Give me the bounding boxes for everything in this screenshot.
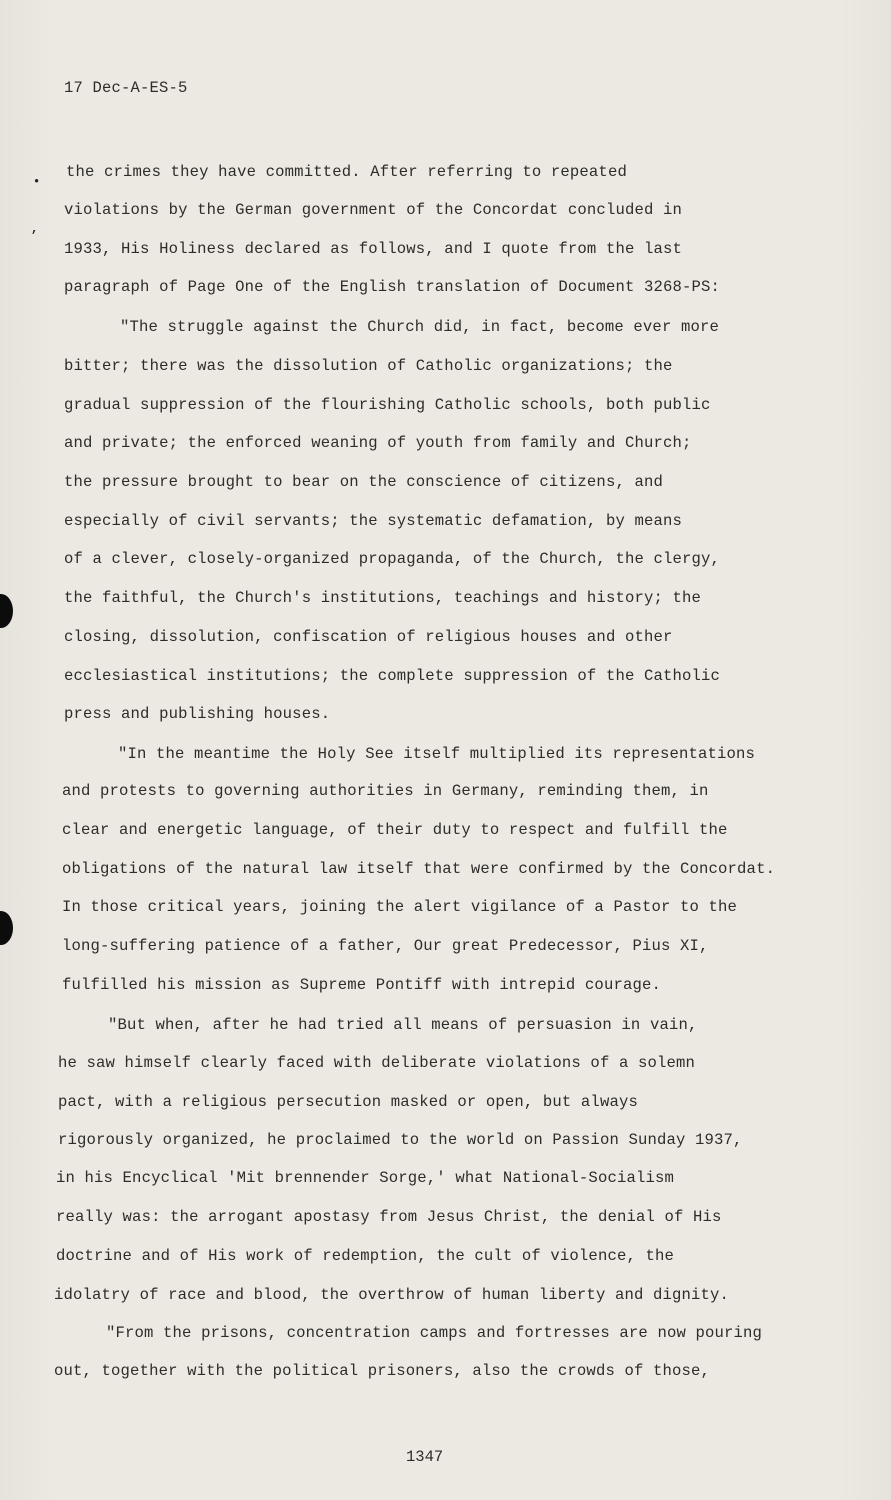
text-line: "From the prisons, concentration camps and fortresses are now pouring <box>106 1324 763 1342</box>
text-line: gradual suppression of the flourishing Catholic schools, both public <box>64 396 711 414</box>
punch-hole <box>0 911 13 945</box>
text-line: 1933, His Holiness declared as follows, and I quote from the last <box>64 240 683 258</box>
text-line: "The struggle against the Church did, in fact, become ever more <box>120 318 719 336</box>
text-line: doctrine and of His work of redemption, the cult of violence, the <box>56 1247 675 1265</box>
text-line: violations by the German government of the Concordat concluded in <box>64 201 683 219</box>
text-line: In those critical years, joining the alert vigilance of a Pastor to the <box>62 898 738 916</box>
text-line: the pressure brought to bear on the conscience of citizens, and <box>64 473 663 491</box>
text-line: "In the meantime the Holy See itself multiplied its representations <box>118 745 756 763</box>
margin-mark: • <box>33 175 41 189</box>
text-line: he saw himself clearly faced with deliberate violations of a solemn <box>58 1054 696 1072</box>
page-header: 17 Dec-A-ES-5 <box>64 79 188 97</box>
text-line: the crimes they have committed. After referring to repeated <box>66 163 627 181</box>
text-line: the faithful, the Church's institutions, teachings and history; the <box>64 589 702 607</box>
text-line: especially of civil servants; the systematic defamation, by means <box>64 512 683 530</box>
punch-hole <box>0 594 13 628</box>
text-line: and protests to governing authorities in Germany, reminding them, in <box>62 782 709 800</box>
text-line: press and publishing houses. <box>64 705 331 723</box>
text-line: paragraph of Page One of the English translation of Document 3268-PS: <box>64 278 721 296</box>
text-line: clear and energetic language, of their duty to respect and fulfill the <box>62 821 728 839</box>
text-line: rigorously organized, he proclaimed to the world on Passion Sunday 1937, <box>58 1131 743 1149</box>
text-line: obligations of the natural law itself that were confirmed by the Concordat. <box>62 860 776 878</box>
text-line: pact, with a religious persecution masked or open, but always <box>58 1093 638 1111</box>
text-line: out, together with the political prisoners, also the crowds of those, <box>54 1362 711 1380</box>
text-line: closing, dissolution, confiscation of religious houses and other <box>64 628 673 646</box>
text-line: "But when, after he had tried all means of persuasion in vain, <box>108 1016 698 1034</box>
text-line: bitter; there was the dissolution of Catholic organizations; the <box>64 357 673 375</box>
text-line: fulfilled his mission as Supreme Pontiff with intrepid courage. <box>62 976 661 994</box>
text-line: really was: the arrogant apostasy from Jesus Christ, the denial of His <box>56 1208 722 1226</box>
text-line: of a clever, closely-organized propaganda, of the Church, the clergy, <box>64 550 721 568</box>
text-line: in his Encyclical 'Mit brennender Sorge,' what National-Socialism <box>56 1169 675 1187</box>
text-line: ecclesiastical institutions; the complete suppression of the Catholic <box>64 667 721 685</box>
page-number: 1347 <box>406 1448 444 1466</box>
text-line: and private; the enforced weaning of youth from family and Church; <box>64 434 692 452</box>
text-line: idolatry of race and blood, the overthrow of human liberty and dignity. <box>54 1286 730 1304</box>
text-line: long-suffering patience of a father, Our great Predecessor, Pius XI, <box>62 937 709 955</box>
margin-mark: , <box>31 222 39 236</box>
